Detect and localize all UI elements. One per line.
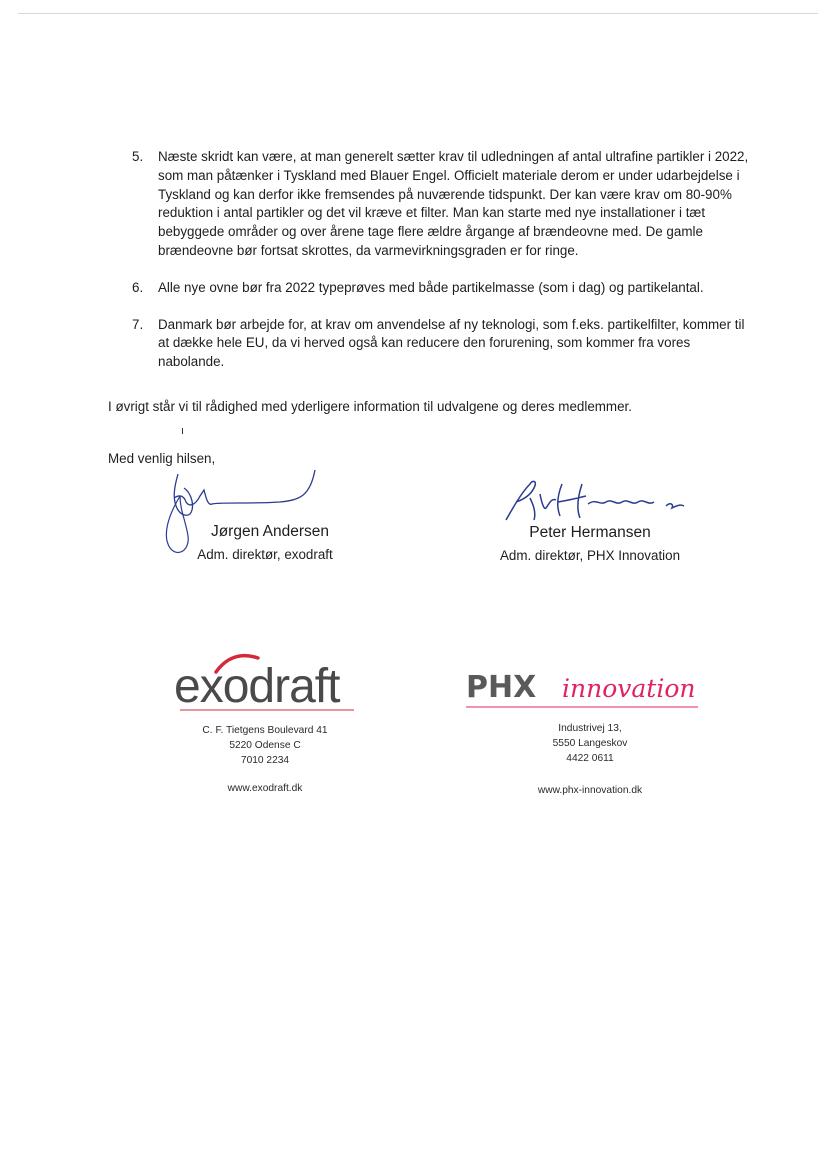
closing-paragraph: I øvrigt står vi til rådighed med yderligere information til udvalgene og deres medlemmer. (108, 399, 632, 414)
list-text: Alle nye ovne bør fra 2022 typeprøves med både partikelmasse (som i dag) og partikelantal. (158, 279, 704, 295)
address-line: 4422 0611 (566, 753, 614, 764)
svg-text:innovation: innovation (562, 674, 696, 703)
list-item (132, 316, 752, 372)
list-text: Danmark bør arbejde for, at krav om anvendelse af ny teknologi, som f.eks. partikelfilter, kommer til at dække hele EU, da vi herved også kan reducere den forurening, som kommer fra vores nabolande. (158, 316, 745, 370)
svg-text:exodraft: exodraft (174, 660, 340, 713)
list-item (132, 148, 752, 261)
numbered-list (132, 148, 752, 372)
top-divider (18, 13, 818, 14)
signatory-name: Jørgen Andersen (210, 523, 330, 540)
signatory-title: Adm. direktør, PHX Innovation (499, 548, 681, 563)
svg-text:PHX: PHX (466, 670, 537, 705)
website-link[interactable]: www.exodraft.dk (227, 783, 303, 794)
company-address (500, 721, 680, 766)
list-number: 5. (132, 149, 144, 164)
list-number: 7. (132, 316, 144, 332)
pen-mark (182, 428, 183, 434)
website-link[interactable]: www.phx-innovation.dk (537, 785, 643, 796)
company-address (185, 723, 345, 768)
list-item (132, 279, 752, 298)
list-number: 6. (132, 279, 144, 295)
list-text: Næste skridt kan være, at man generelt sætter krav til udledningen af antal ultrafine partikler i 2022, som man påtænker i Tyskland med Blauer Engel. Officielt materiale derom er under udarbejdelse i Tyskland og kan derfor ikke fremsendes på nuværende tidspunkt. Der kan være krav om 80-90% reduktion i antal partikler og det vil kræve et filter. Man kan starte med nye installationer i tæt bebyggede områder og over årene tage flere ældre årgange af brændeovne med. De gamle brændeovne bør fortsat skrottes, da varmevirkningsgraden er for ringe. (158, 149, 749, 258)
address-line: C. F. Tietgens Boulevard 41 (202, 725, 328, 736)
signatory-name: Peter Hermansen (529, 524, 651, 541)
address-line: 5550 Langeskov (552, 738, 628, 749)
address-line: 5220 Odense C (229, 740, 301, 751)
greeting: Med venlig hilsen, (108, 451, 216, 466)
exodraft-logo (170, 652, 360, 718)
phx-innovation-logo (462, 667, 702, 713)
address-line: 7010 2234 (240, 755, 290, 766)
signatory-title: Adm. direktør, exodraft (197, 547, 333, 562)
address-line: Industrivej 13, (558, 723, 622, 734)
signature-peter-hermansen (500, 476, 700, 526)
